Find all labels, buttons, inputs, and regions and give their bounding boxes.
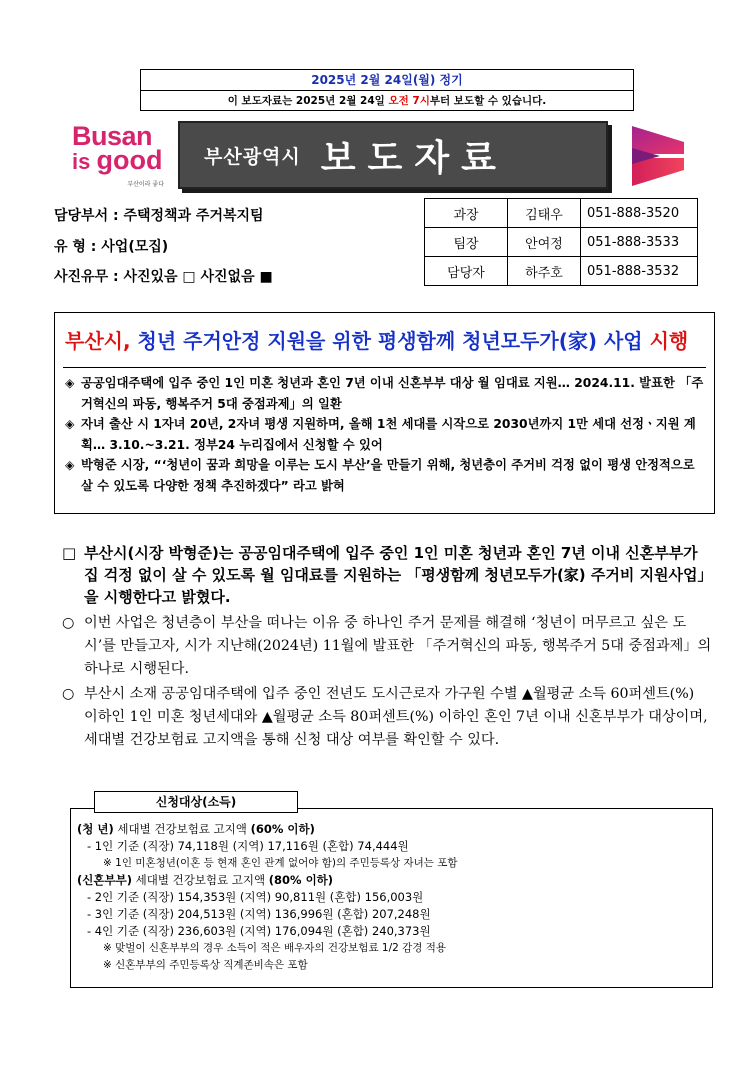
income-row: - 1인 기준 (직장) 74,118원 (지역) 17,116원 (혼합) 74,444원 [87, 839, 409, 853]
headline-divider [63, 367, 706, 368]
eligibility-content [77, 821, 706, 974]
square-bullet-icon: □ [62, 544, 77, 562]
note: ※ 신혼부부의 주민등록상 직계존비속은 포함 [103, 959, 308, 971]
banner-org: 부산광역시 [204, 145, 301, 168]
contact-table [424, 198, 698, 286]
diamond-bullet-icon: ◈ [65, 458, 75, 472]
body-text: 부산시 소재 공공임대주택에 입주 중인 전년도 도시근로자 가구원 수별 ▲월평균 소득 60퍼센트(%) 이하인 1인 미혼 청년세대와 ▲월평균 소득 80퍼센트(%) 이하인 혼인 7년 이내 신혼부부가 대상이며, 세대별 건강보험료 고지액을 통해 신청 대상 여부를 확인할 수 있다. [84, 686, 708, 748]
logo-is: is [72, 149, 97, 174]
embargo-suffix: 부터 보도할 수 있습니다. [429, 95, 547, 107]
lead-paragraph [62, 542, 712, 608]
summary-item [65, 414, 706, 455]
summary-text: 공공임대주택에 입주 중인 1인 미혼 청년과 혼인 7년 이내 신혼부부 대상 월 임대료 지원… 2024.11. 발표한 「주거혁신의 파동, 행복주거 5대 중점과제」의 일환 [81, 376, 704, 411]
diamond-bullet-icon: ◈ [65, 376, 75, 390]
couple-text: 세대별 건강보험료 고지액 [131, 873, 269, 887]
eligibility-tab: 신청대상(소득) [94, 791, 298, 813]
youth-label: (청 년) [77, 822, 114, 836]
photo-line: 사진유무 : 사진있음 □ 사진없음 ■ [54, 269, 273, 285]
body-paragraph [62, 612, 712, 681]
contact-phone: 051-888-3532 [581, 257, 698, 286]
youth-text: 세대별 건강보험료 고지액 [113, 822, 251, 836]
lead-text: 부산시(시장 박형준)는 공공임대주택에 입주 중인 1인 미혼 청년과 혼인 7년 이내 신혼부부가 집 걱정 없이 살 수 있도록 월 임대료를 지원하는 「평생함께 청년모두가(家) 주거비 지원사업」을 시행한다고 밝혔다. [84, 544, 706, 606]
summary-list [65, 373, 706, 496]
logo-line1: Busan [72, 121, 153, 151]
note: ※ 1인 미혼청년(이혼 등 현재 혼인 관계 없어야 함)의 주민등록상 자녀는 포함 [103, 857, 458, 869]
body-paragraph [62, 683, 712, 752]
contact-name: 안여정 [508, 228, 581, 257]
youth-limit: (60% 이하) [250, 822, 315, 836]
type-line: 유 형 : 사업(모집) [54, 239, 169, 255]
headline-title [65, 325, 688, 354]
logo-good: good [96, 145, 163, 175]
banner-title: 보도자료 [320, 137, 508, 179]
busan-is-good-logo [72, 121, 172, 190]
income-row: - 3인 기준 (직장) 204,513원 (지역) 136,996원 (혼합) 207,248원 [87, 907, 431, 921]
release-date-box [140, 69, 634, 111]
contact-role: 팀장 [425, 228, 508, 257]
embargo-time: 오전 7시 [388, 95, 430, 107]
income-row: - 2인 기준 (직장) 154,353원 (지역) 90,811원 (혼합) 156,003원 [87, 890, 424, 904]
income-row: - 4인 기준 (직장) 236,603원 (지역) 176,094원 (혼합) 240,373원 [87, 924, 431, 938]
contact-name: 하주호 [508, 257, 581, 286]
contact-row [425, 228, 698, 257]
embargo-notice [141, 91, 633, 111]
release-date: 2025년 2월 24일(월) 정기 [141, 70, 633, 91]
department-line: 담당부서 : 주택정책과 주거복지팀 [54, 208, 264, 224]
logo-tagline: 부산이라 좋다 [127, 181, 164, 188]
couple-label: (신혼부부) [77, 873, 132, 887]
headline-box [54, 312, 715, 514]
youth-criteria [77, 821, 706, 838]
note: ※ 맞벌이 신혼부부의 경우 소득이 적은 배우자의 건강보험료 1/2 감경 적용 [103, 942, 447, 954]
logo-line2 [72, 145, 172, 175]
press-release-banner [178, 121, 608, 189]
couple-limit: (80% 이하) [268, 873, 334, 887]
contact-role: 과장 [425, 199, 508, 228]
summary-item [65, 455, 706, 496]
circle-bullet-icon: ○ [62, 615, 75, 631]
headline-title-part: 부산시, [65, 329, 138, 353]
contact-row [425, 257, 698, 286]
body-text: 이번 사업은 청년층이 부산을 떠나는 이유 중 하나인 주거 문제를 해결해 ‘청년이 머무르고 싶은 도시’를 만들고자, 시가 지난해(2024년) 11월에 발표한 「주거혁신의 파동, 행복주거 5대 중점과제」의 하나로 시행된다. [84, 615, 712, 677]
summary-item [65, 373, 706, 414]
contact-row [425, 199, 698, 228]
couple-criteria [77, 872, 706, 889]
circle-bullet-icon: ○ [62, 686, 75, 702]
summary-text: 박형준 시장, “‘청년이 꿈과 희망을 이루는 도시 부산’을 만들기 위해, 청년층이 주거비 걱정 없이 평생 안정적으로 살 수 있도록 다양한 정책 추진하겠다” 라고 밝혀 [81, 458, 695, 493]
diamond-bullet-icon: ◈ [65, 417, 75, 431]
eligibility-box [70, 808, 713, 988]
contact-phone: 051-888-3520 [581, 199, 698, 228]
contact-role: 담당자 [425, 257, 508, 286]
contact-phone: 051-888-3533 [581, 228, 698, 257]
headline-title-part: 시행 [649, 329, 689, 353]
busan-b-symbol-icon [630, 124, 686, 188]
contact-name: 김태우 [508, 199, 581, 228]
summary-text: 자녀 출산 시 1자녀 20년, 2자녀 평생 지원하며, 올해 1천 세대를 시작으로 2030년까지 1만 세대 선정ㆍ지원 계획… 3.10.~3.21. 정부24 누리집에서 신청할 수 있어 [81, 417, 696, 452]
embargo-prefix: 이 보도자료는 2025년 2월 24일 [227, 95, 389, 107]
headline-title-part: 청년 주거안정 지원을 위한 평생함께 청년모두가(家) 사업 [137, 329, 650, 353]
